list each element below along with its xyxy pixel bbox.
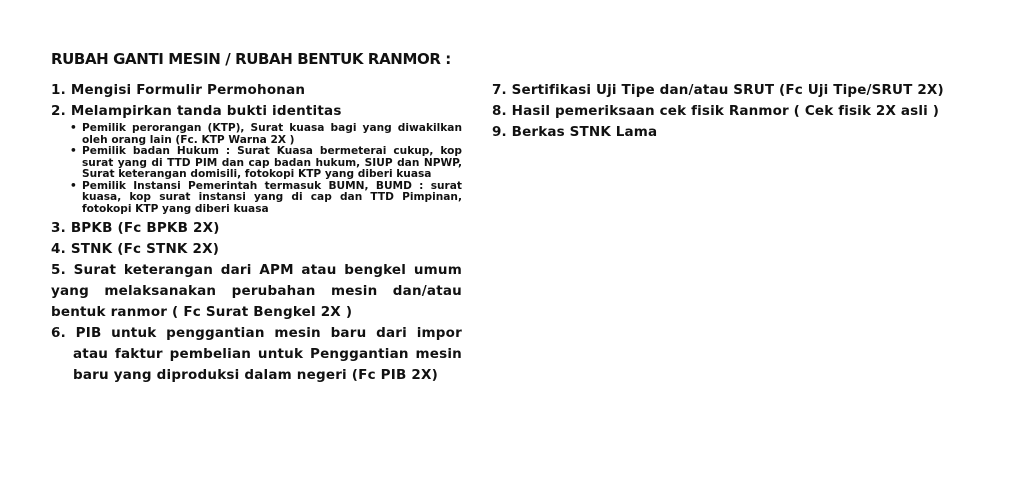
requirement-item-3: 3. BPKB (Fc BPKB 2X) — [51, 220, 220, 236]
requirement-item-5: 5. Surat keterangan dari APM atau bengkel umum yang melaksanakan perubahan mesin dan/atau bentuk ranmor ( Fc Surat Bengkel 2X ) — [51, 262, 462, 320]
requirement-item-1: 1. Mengisi Formulir Permohonan — [51, 82, 306, 98]
requirement-item-2: 2. Melampirkan tanda bukti identitas — [51, 103, 342, 119]
identity-bullet-list — [51, 123, 462, 215]
bullet-item-government-owner: • Pemilik Instansi Pemerintah termasuk BUMN, BUMD : surat kuasa, kop surat instansi yang di cap dan TTD Pimpinan, fotokopi KTP yang diberi kuasa — [70, 181, 462, 216]
bullet-item-individual-owner: • Pemilik perorangan (KTP), Surat kuasa bagi yang diwakilkan oleh orang lain (Fc. KTP Warna 2X ) — [70, 123, 462, 146]
bullet-item-legal-entity-owner: • Pemilik badan Hukum : Surat Kuasa bermeterai cukup, kop surat yang di TTD PIM dan cap badan hukum, SIUP dan NPWP, Surat keterangan domisili, fotokopi KTP yang diberi kuasa — [70, 146, 462, 181]
requirement-item-6: 6. PIB untuk penggantian mesin baru dari impor atau faktur pembelian untuk Penggantian mesin baru yang diproduksi dalam negeri (Fc PIB 2X) — [51, 325, 462, 383]
page-title: RUBAH GANTI MESIN / RUBAH BENTUK RANMOR : — [51, 50, 451, 68]
requirement-item-9: 9. Berkas STNK Lama — [492, 124, 658, 140]
requirement-item-7: 7. Sertifikasi Uji Tipe dan/atau SRUT (Fc Uji Tipe/SRUT 2X) — [492, 82, 944, 98]
requirements-left-column — [51, 80, 462, 386]
requirement-item-4: 4. STNK (Fc STNK 2X) — [51, 241, 220, 257]
requirement-item-8: 8. Hasil pemeriksaan cek fisik Ranmor ( Cek fisik 2X asli ) — [492, 103, 940, 119]
requirements-right-column — [492, 80, 962, 143]
